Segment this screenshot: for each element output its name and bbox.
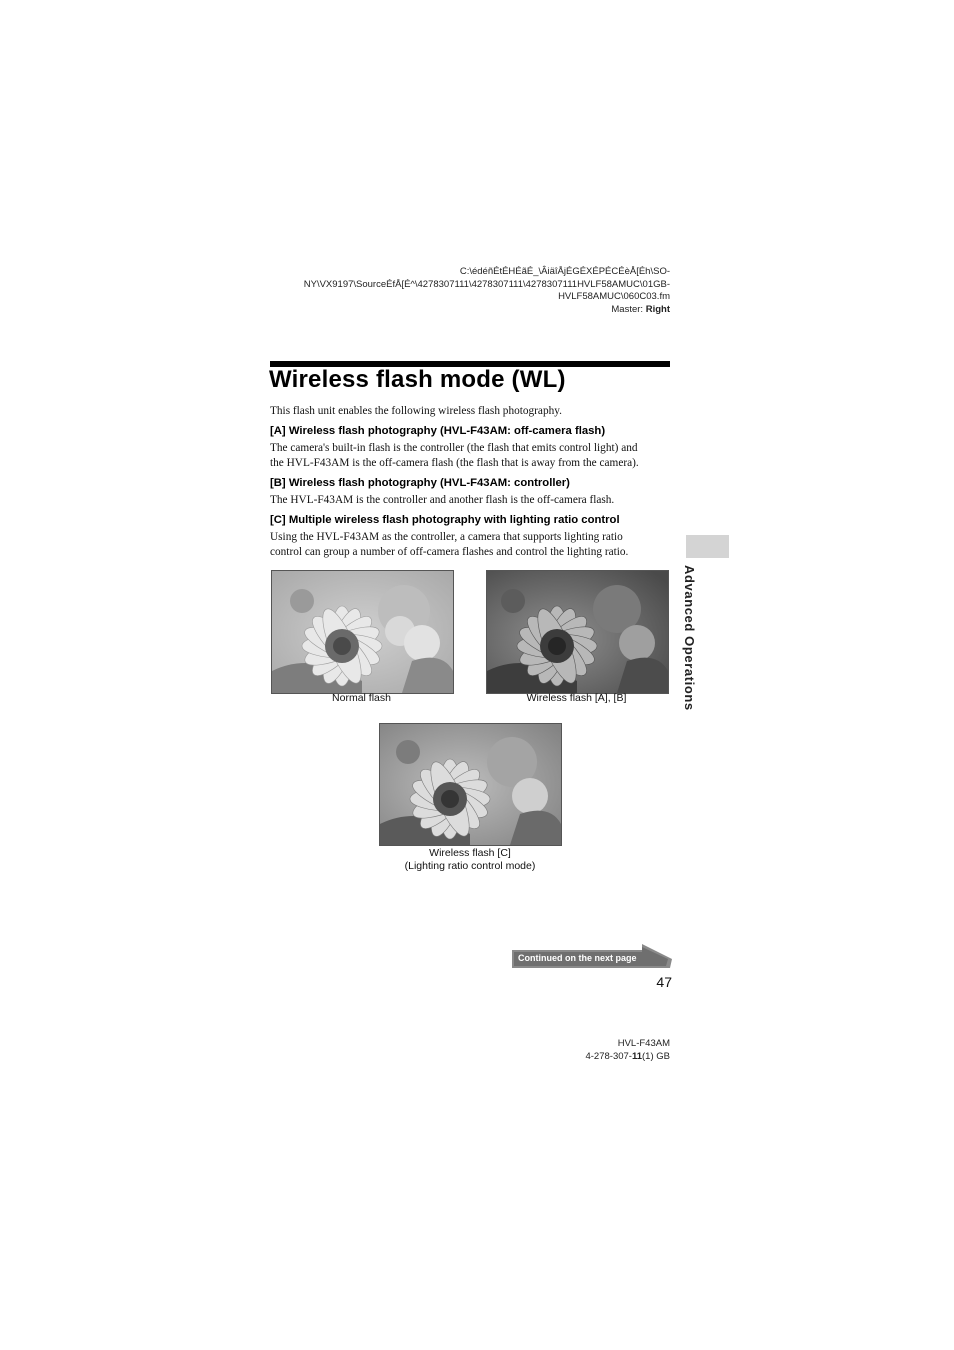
footer-code-bold: 11 xyxy=(631,1050,643,1062)
photo-caption-line: Wireless flash [C] xyxy=(429,847,511,859)
section-b-body xyxy=(270,493,680,508)
section-a-heading: [A] Wireless flash photography (HVL-F43AM: off-camera flash) xyxy=(270,425,606,437)
section-a-body xyxy=(270,441,680,472)
photo-caption-line: (Lighting ratio control mode) xyxy=(404,860,536,872)
footer-model: HVL-F43AM xyxy=(617,1038,670,1049)
photo-wireless-flash-c xyxy=(379,723,562,846)
footer-code-prefix: 4-278-307- xyxy=(585,1050,632,1062)
file-path-line: C:\édéñÉtÉHÉãÉ_\ÂiäîÅjÉGÉXÉPÉCÉèÅ[Éh\SO- xyxy=(459,266,670,277)
intro-text: This flash unit enables the following wireless flash photography. xyxy=(270,405,562,417)
side-tab-label-box xyxy=(680,565,697,755)
page-title: Wireless flash mode (WL) xyxy=(269,366,566,393)
page-number: 47 xyxy=(656,974,672,990)
section-a-line: the HVL-F43AM is the off-camera flash (the flash that is away from the camera). xyxy=(270,457,639,470)
side-tab-label: Advanced Operations xyxy=(682,565,697,711)
section-tab-marker xyxy=(686,535,729,558)
file-path-line: NY\VX9197\SourceÉfÅ[É^\4278307111\4278307111\4278307111HVLF58AMUC\01GB- xyxy=(303,278,670,290)
master-label: Master: xyxy=(611,303,644,315)
photo-caption: Normal flash xyxy=(332,692,391,704)
file-path-line: HVLF58AMUC\060C03.fm xyxy=(558,291,670,303)
footer xyxy=(470,1038,670,1063)
section-b-heading: [B] Wireless flash photography (HVL-F43AM: controller) xyxy=(270,477,570,489)
section-c-body xyxy=(270,530,680,561)
footer-code xyxy=(470,1051,670,1064)
photo-normal-flash xyxy=(271,570,454,694)
photo-caption: Wireless flash [A], [B] xyxy=(526,692,627,704)
continued-label: Continued on the next page xyxy=(518,953,637,963)
file-path-header xyxy=(230,266,670,316)
section-a-line: The camera's built-in flash is the controller (the flash that emits control light) and xyxy=(270,442,638,454)
section-c-line: Using the HVL-F43AM as the controller, a camera that supports lighting ratio xyxy=(270,531,623,543)
section-c-line: control can group a number of off-camera flashes and control the lighting ratio. xyxy=(270,546,629,559)
master-line xyxy=(230,304,670,317)
section-b-line: The HVL-F43AM is the controller and another flash is the off-camera flash. xyxy=(270,494,615,506)
photo-wireless-flash-ab xyxy=(486,570,669,694)
master-value: Right xyxy=(645,303,670,315)
photo-caption-c xyxy=(360,847,580,873)
section-c-heading: [C] Multiple wireless flash photography with lighting ratio control xyxy=(270,514,620,526)
footer-code-suffix: (1) GB xyxy=(642,1050,670,1062)
